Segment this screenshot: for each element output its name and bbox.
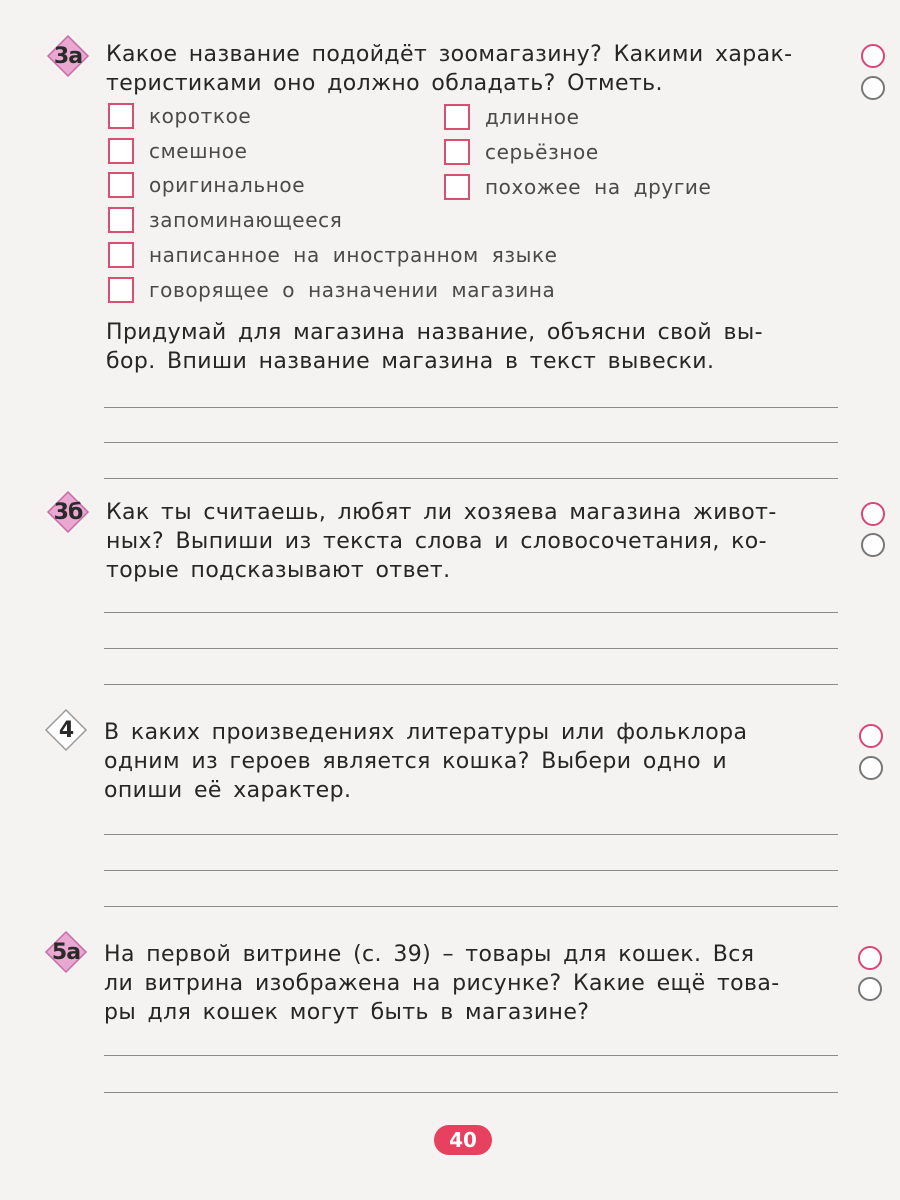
task-number: 5а	[51, 939, 81, 965]
task-3b-question	[106, 498, 838, 585]
option-label: серьёзное	[485, 140, 599, 164]
answer-line[interactable]	[104, 442, 838, 443]
score-circle-gray[interactable]	[861, 533, 885, 557]
checkbox-memorable[interactable]	[108, 207, 134, 233]
option-label: написанное на иностранном языке	[149, 243, 558, 267]
question-line: торые подсказывают ответ.	[106, 558, 451, 583]
answer-line[interactable]	[104, 407, 838, 408]
score-circle-gray[interactable]	[859, 756, 883, 780]
score-circle-red[interactable]	[859, 724, 883, 748]
checkbox-serious[interactable]	[444, 139, 470, 165]
option-label: запоминающееся	[149, 208, 343, 232]
checkbox-foreign-language[interactable]	[108, 242, 134, 268]
option-label: длинное	[485, 105, 580, 129]
question-line: ры для кошек могут быть в магазине?	[104, 1000, 590, 1025]
score-circle-red[interactable]	[858, 946, 882, 970]
question-line: Придумай для магазина название, объясни свой вы-	[106, 320, 763, 345]
score-circle-gray[interactable]	[861, 76, 885, 100]
task-number: 4	[58, 717, 74, 743]
checkbox-purpose[interactable]	[108, 277, 134, 303]
answer-line[interactable]	[104, 906, 838, 907]
question-line: Какое название подойдёт зоомагазину? Какими харак-	[106, 42, 793, 67]
task-number: 3б	[53, 499, 83, 525]
answer-line[interactable]	[104, 870, 838, 871]
option-label: похожее на другие	[485, 175, 712, 199]
task-badge-5a	[44, 930, 88, 974]
task-badge-3b	[46, 490, 90, 534]
task-3a-instruction	[106, 318, 838, 376]
question-line: бор. Впиши название магазина в текст вывески.	[106, 349, 715, 374]
option-label: короткое	[149, 104, 252, 128]
checkbox-original[interactable]	[108, 172, 134, 198]
question-line: опиши её характер.	[104, 778, 352, 803]
question-line: В каких произведениях литературы или фольклора	[104, 720, 748, 745]
option-label: оригинальное	[149, 173, 306, 197]
answer-line[interactable]	[104, 478, 838, 479]
task-3a-question	[106, 40, 838, 98]
answer-line[interactable]	[104, 684, 838, 685]
checkbox-funny[interactable]	[108, 138, 134, 164]
task-badge-3a	[46, 34, 90, 78]
answer-line[interactable]	[104, 648, 838, 649]
question-line: теристиками оно должно обладать? Отметь.	[106, 71, 663, 96]
answer-line[interactable]	[104, 1092, 838, 1093]
question-line: ли витрина изображена на рисунке? Какие ещё това-	[104, 971, 780, 996]
question-line: Как ты считаешь, любят ли хозяева магазина живот-	[106, 500, 777, 525]
score-circle-red[interactable]	[861, 44, 885, 68]
answer-line[interactable]	[104, 1055, 838, 1056]
task-4-question	[104, 718, 838, 805]
checkbox-short[interactable]	[108, 103, 134, 129]
checkbox-long[interactable]	[444, 104, 470, 130]
task-badge-4	[44, 708, 88, 752]
option-label: говорящее о назначении магазина	[149, 278, 556, 302]
score-circle-red[interactable]	[861, 502, 885, 526]
question-line: На первой витрине (с. 39) – товары для кошек. Вся	[104, 942, 755, 967]
question-line: одним из героев является кошка? Выбери одно и	[104, 749, 728, 774]
checkbox-similar[interactable]	[444, 174, 470, 200]
answer-line[interactable]	[104, 834, 838, 835]
question-line: ных? Выпиши из текста слова и словосочетания, ко-	[106, 529, 767, 554]
task-5a-question	[104, 940, 838, 1027]
score-circle-gray[interactable]	[858, 977, 882, 1001]
page-number: 40	[434, 1125, 492, 1155]
answer-line[interactable]	[104, 612, 838, 613]
option-label: смешное	[149, 139, 248, 163]
task-number: 3a	[53, 43, 83, 69]
